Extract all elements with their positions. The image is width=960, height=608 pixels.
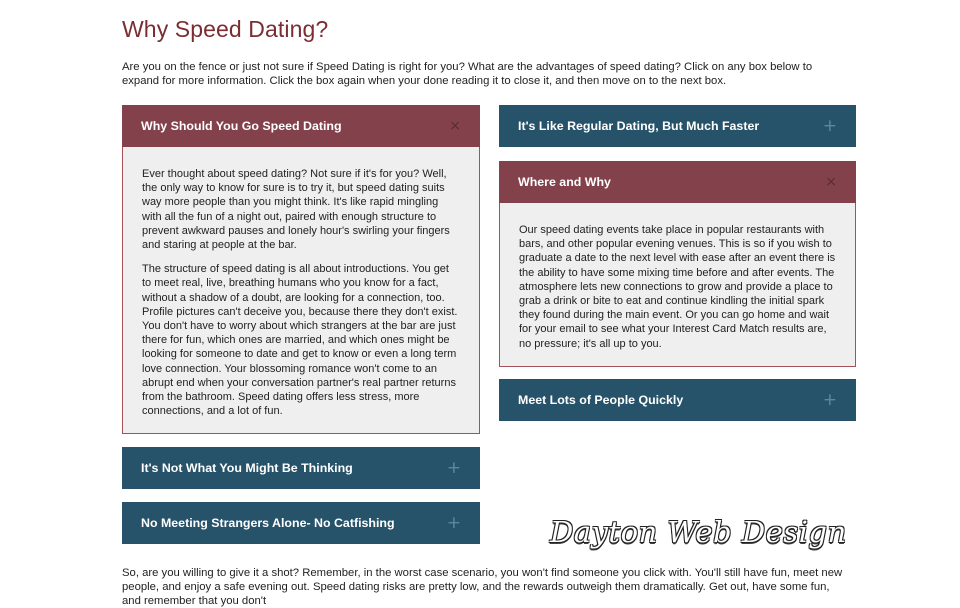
accordion-body-where-and-why (499, 203, 856, 367)
accordion-header-where-and-why[interactable] (499, 161, 856, 203)
accordion-title: Where and Why (518, 175, 611, 189)
accordion-where-and-why (499, 161, 856, 367)
paragraph: Our speed dating events take place in popular restaurants with bars, and other popular evening venues. This is so if you wish to graduate a date to the next level with ease after an event there is the ability to have some mixing time before and after events. The atmosphere lets new connections to grow and provide a place to grab a drink or bite to eat and continue kindling the initial spark they found during the main event. Or you can go home and wait for your email to see what your Interest Card Match results are, no pressure; it's all up to you. (519, 224, 836, 350)
page-title: Why Speed Dating? (122, 16, 329, 42)
outro-text: So, are you willing to give it a shot? Remember, in the worst case scenario, you won't find someone you click with. You'll still have fun, meet new people, and enjoy a safe evening out. Speed dating risks are pretty low, and the rewards outweigh them dramatically. Get out, have some fun, and remember that you don't (122, 567, 843, 607)
accordion-title: Why Should You Go Speed Dating (141, 119, 342, 133)
accordion-regular-dating-faster (499, 105, 856, 147)
accordion-title: It's Not What You Might Be Thinking (141, 461, 353, 475)
accordion-header-meet-lots-of-people[interactable] (499, 379, 856, 421)
accordion-not-what-you-think (122, 447, 480, 489)
close-icon[interactable]: × (825, 174, 837, 190)
accordion-header-why-should-you-go[interactable] (122, 105, 480, 147)
accordion-title: No Meeting Strangers Alone- No Catfishing (141, 516, 395, 530)
accordion-title: Meet Lots of People Quickly (518, 393, 684, 407)
plus-icon[interactable]: + (822, 389, 837, 410)
paragraph: The structure of speed dating is all about introductions. You get to meet real, live, breathing humans who you know for a fact, without a shadow of a doubt, are looking for a connection, too. Profile pictures can't deceive you, because there they don't exist. You don't have to worry about which strangers at the bar are just there for fun, which ones are married, and which ones might be looking for someone to date and get to know or even a long term love connection. Your blossoming romance won't come to an abrupt end when your conversation partner's real partner returns from the bathroom. Speed dating offers less stress, more connections, and a lot of fun. (142, 263, 458, 418)
plus-icon[interactable]: + (822, 115, 837, 136)
close-icon[interactable]: × (449, 118, 461, 134)
accordion-meet-lots-of-people (499, 379, 856, 421)
watermark-logo: Dayton Web Design (550, 515, 847, 549)
intro-text: Are you on the fence or just not sure if Speed Dating is right for you? What are the advantages of speed dating? Click on any box below to expand for more information. Click the box again when your done reading it to close it, and then move on to the next box. (122, 61, 813, 87)
paragraph: Ever thought about speed dating? Not sure if it's for you? Well, the only way to know for sure is to try it, but speed dating suits way more people than you might think. It's like rapid mingling with all the fun of a night out, paired with enough structure to prevent awkward pauses and lonely hour's swirling your fingers and staring at people at the bar. (142, 168, 450, 252)
accordion-why-should-you-go (122, 105, 480, 434)
plus-icon[interactable]: + (446, 512, 461, 533)
plus-icon[interactable]: + (446, 457, 461, 478)
accordion-header-no-catfishing[interactable] (122, 502, 480, 544)
accordion-header-regular-dating-faster[interactable] (499, 105, 856, 147)
accordion-header-not-what-you-think[interactable] (122, 447, 480, 489)
accordion-body-why-should-you-go (122, 147, 480, 434)
accordion-no-catfishing (122, 502, 480, 544)
accordion-title: It's Like Regular Dating, But Much Faster (518, 119, 760, 133)
